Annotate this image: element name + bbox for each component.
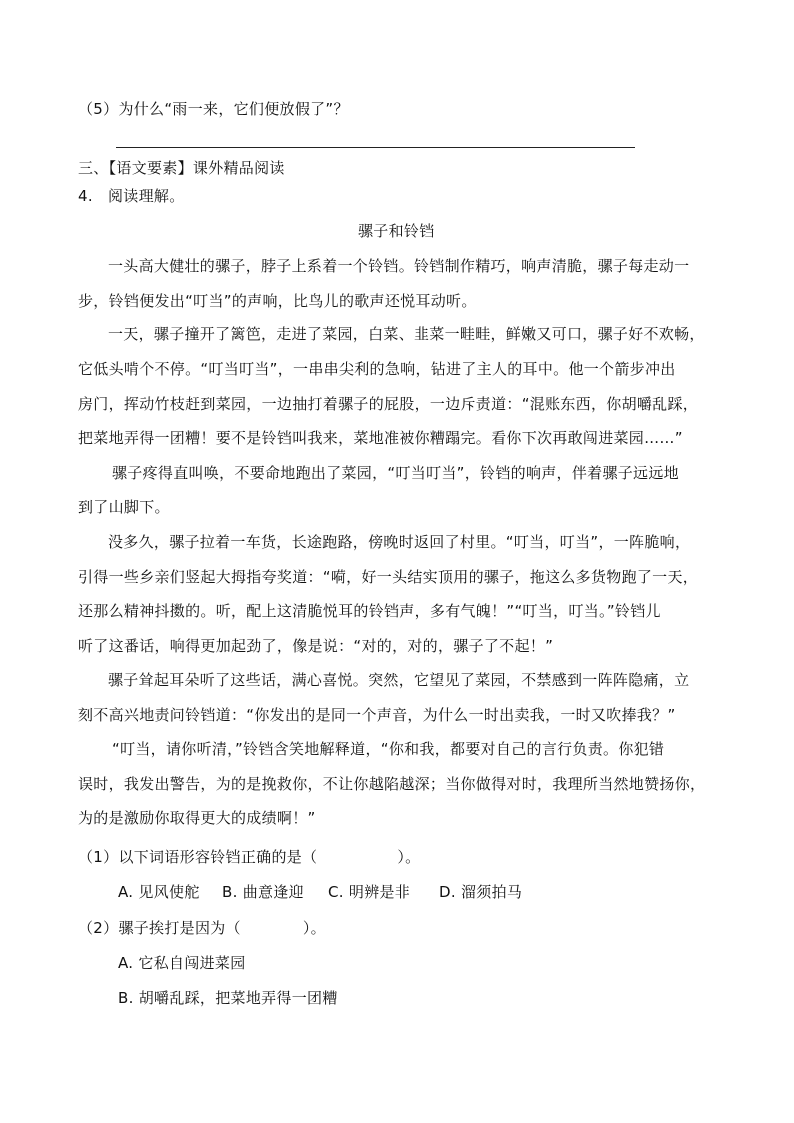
passage-line: “叮当，请你听清，”铃铛含笑地解释道，“你和我，都要对自己的言行负责。你犯错: [112, 740, 665, 758]
answer-line[interactable]: [116, 147, 635, 148]
passage-line: 它低头啃个不停。“叮当叮当”，一串串尖利的急响，钻进了主人的耳中。他一个箭步冲出: [78, 360, 676, 378]
passage-line: 引得一些乡亲们竖起大拇指夸奖道：“嗬，好一头结实顶用的骡子，拖这么多货物跑了一天，: [78, 568, 699, 586]
passage-line: 为的是激励你取得更大的成绩啊！”: [78, 809, 316, 827]
passage-line: 步，铃铛便发出“叮当”的声响，比鸟儿的歌声还悦耳动听。: [78, 292, 477, 310]
question-4-label: 4.: [78, 187, 93, 205]
passage-line: 还那么精神抖擞的。听，配上这清脆悦耳的铃铛声，多有气魄！”“叮当，叮当。”铃铛儿: [78, 602, 661, 620]
question-5: （5）为什么“雨一来，它们便放假了”？: [78, 100, 349, 118]
question-4-instruction: 阅读理解。: [108, 187, 185, 205]
question-2-option-b[interactable]: B. 胡嚼乱踩，把菜地弄得一团糟: [118, 989, 338, 1007]
passage-title: 骡子和铃铛: [358, 222, 435, 240]
passage-line: 刻不高兴地责问铃铛道：“你发出的是同一个声音，为什么一时出卖我，一时又吹捧我？”: [78, 706, 676, 724]
passage-line: 房门，挥动竹枝赶到菜园，一边抽打着骡子的屁股，一边斥责道：“混账东西，你胡嚼乱踩，: [78, 395, 699, 413]
question-2-stem-end: ）。: [302, 919, 326, 937]
option-d[interactable]: D. 溜须拍马: [439, 883, 523, 901]
question-2: [78, 918, 326, 938]
passage-line: 把菜地弄得一团糟！要不是铃铛叫我来，菜地准被你糟蹋完。看你下次再敢闯进菜园……”: [78, 429, 683, 447]
passage-line: 误时，我发出警告，为的是挽救你，不让你越陷越深；当你做得对时，我理所当然地赞扬你，: [78, 775, 706, 793]
question-1: [78, 847, 420, 867]
passage-line: 骡子疼得直叫唤，不要命地跑出了菜园，“叮当叮当”，铃铛的响声，伴着骡子远远地: [112, 464, 679, 482]
question-1-options: [118, 882, 522, 902]
passage-line: 骡子耸起耳朵听了这些话，满心喜悦。突然，它望见了菜园，不禁感到一阵阵隐痛，立: [108, 671, 690, 689]
option-a[interactable]: A. 见风使舵: [118, 883, 200, 901]
question-2-stem: （2）骡子挨打是因为（: [78, 919, 241, 937]
passage-line: 一天，骡子撞开了篱笆，走进了菜园，白菜、韭菜一畦畦，鲜嫩又可口，骡子好不欢畅，: [108, 325, 705, 343]
passage-line: 听了这番话，响得更加起劲了，像是说：“对的，对的，骡子了不起！”: [78, 637, 554, 655]
passage-line: 没多久，骡子拉着一车货，长途跑路，傍晚时返回了村里。“叮当，叮当”，一阵脆响，: [108, 533, 691, 551]
section-heading: 三、【语文要素】课外精品阅读: [78, 159, 285, 177]
question-2-option-a[interactable]: A. 它私自闯进菜园: [118, 954, 246, 972]
passage-line: 一头高大健壮的骡子，脖子上系着一个铃铛。铃铛制作精巧，响声清脆，骡子每走动一: [108, 257, 690, 275]
question-1-stem-end: ）。: [397, 848, 421, 866]
option-b[interactable]: B. 曲意逢迎: [222, 883, 304, 901]
question-1-stem: （1）以下词语形容铃铛正确的是（: [78, 848, 318, 866]
option-c[interactable]: C. 明辨是非: [328, 883, 411, 901]
passage-line: 到了山脚下。: [78, 498, 170, 516]
